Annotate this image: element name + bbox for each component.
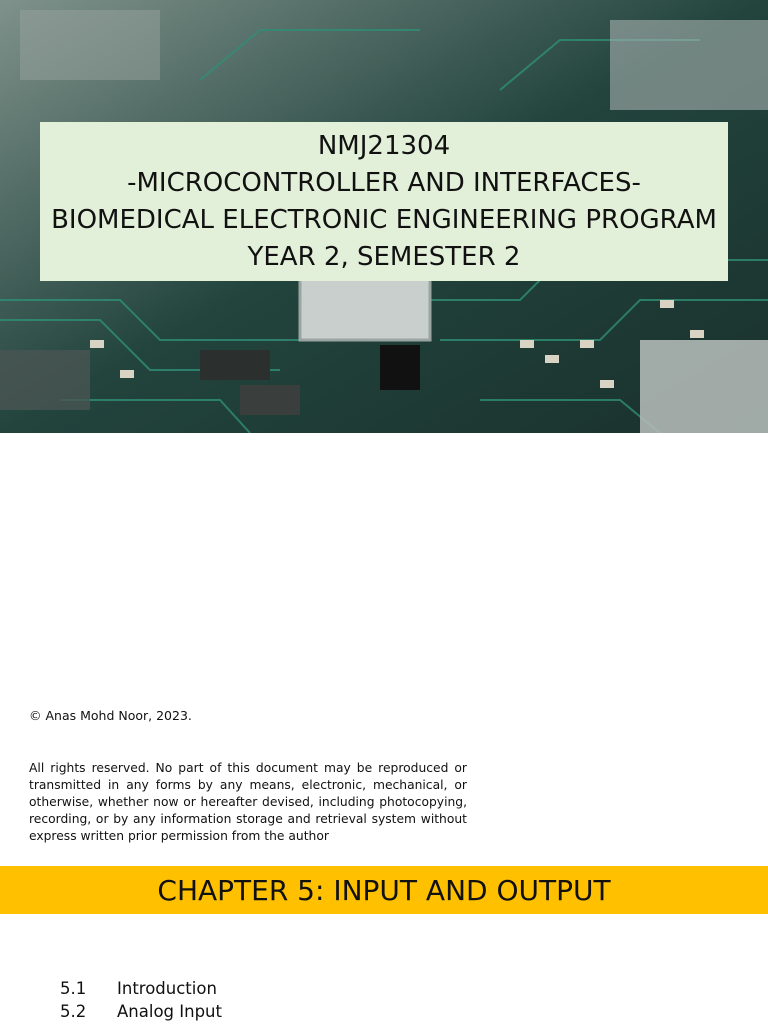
- chapter-heading-bar: [0, 866, 768, 914]
- toc-label: Analog Input: [117, 1002, 222, 1021]
- program-name: BIOMEDICAL ELECTRONIC ENGINEERING PROGRAM: [51, 204, 717, 235]
- toc-number: 5.1: [60, 979, 87, 998]
- toc-number: 5.2: [60, 1002, 87, 1021]
- toc-item: [60, 977, 222, 1000]
- cover-image: [0, 0, 768, 433]
- course-name: -MICROCONTROLLER AND INTERFACES-: [127, 167, 641, 198]
- table-of-contents: [60, 977, 222, 1023]
- year-semester: YEAR 2, SEMESTER 2: [247, 241, 521, 272]
- toc-item: [60, 1000, 222, 1023]
- course-title-box: [40, 122, 728, 281]
- rights-statement: All rights reserved. No part of this document may be reproduced or transmitted in any forms by any means, electronic, mechanical, or otherwise, whether now or hereafter devised, including photocopying, recording, or by any information storage and retrieval system without express written prior permission from the author: [29, 761, 467, 843]
- course-code: NMJ21304: [317, 130, 451, 161]
- copyright-notice: © Anas Mohd Noor, 2023.: [29, 708, 192, 723]
- chapter-title: CHAPTER 5: INPUT AND OUTPUT: [157, 873, 611, 907]
- toc-label: Introduction: [117, 979, 217, 998]
